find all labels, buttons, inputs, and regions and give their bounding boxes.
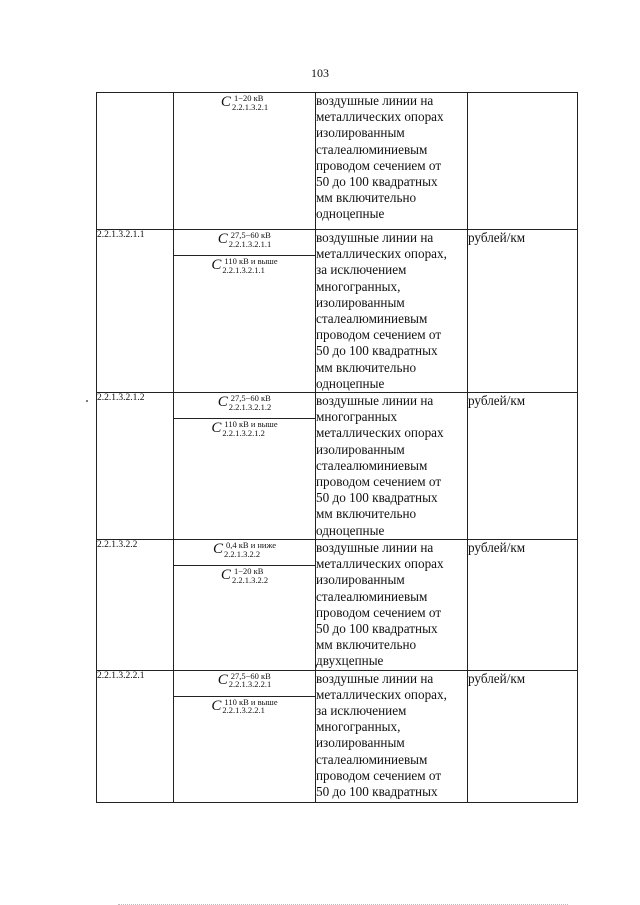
rate-symbols-cell [174,670,316,802]
rate-description [316,670,468,802]
table-row [97,540,578,671]
description-line: сталеалюминиевым [316,457,428,473]
description-line: изолированным [316,294,405,310]
table-row [97,230,578,393]
description-line: металлических опорах, [316,246,447,262]
code-subscript: 2.2.1.3.2.1.1 [222,264,265,275]
rate-symbol [174,393,315,419]
description-line: многогранных, [316,278,401,294]
description-line: металлических опорах [316,556,444,572]
rate-formula [211,698,277,715]
rate-symbol [174,93,315,118]
rate-symbol-letter: C [211,697,222,714]
rate-symbol-letter: C [217,671,228,688]
description-line: проводом сечением от [316,327,442,343]
description-line: воздушные линии на [316,393,434,409]
description-line: металлических опорах, [316,686,447,702]
rate-code: 2.2.1.3.2.1.2 [97,393,174,540]
rate-formula [211,420,277,437]
rates-table [96,92,578,803]
rate-symbol [174,230,315,256]
rate-symbol [174,419,315,444]
rate-unit: рублей/км [468,670,578,802]
rate-symbol-letter: C [211,257,222,273]
rate-unit: рублей/км [468,393,578,540]
description-line: металлических опорах [316,109,444,125]
voltage-superscript: 110 кВ и выше [224,696,278,707]
rate-symbol-letter: C [213,541,224,558]
rate-description [316,393,468,540]
voltage-superscript: 27,5−60 кВ [230,393,271,404]
rate-formula [218,394,272,411]
page-number: 103 [311,66,329,80]
rate-code [97,93,174,230]
description-line: изолированным [316,735,405,751]
description-line: проводом сечением от [316,474,442,490]
rate-formula [213,541,276,558]
description-line: изолированным [316,125,405,141]
voltage-superscript: 1−20 кВ [233,566,264,577]
description-line: воздушные линии на [316,670,434,686]
description-line: 50 до 100 квадратных [316,784,438,800]
description-line: мм включительно [316,637,417,653]
rate-symbol [174,256,315,281]
rate-symbol-letter: C [211,420,222,437]
voltage-superscript: 1−20 кВ [233,93,264,103]
rate-description [316,93,468,230]
table-row [97,93,578,230]
description-line: мм включительно [316,190,417,206]
rate-formula [221,94,268,111]
description-line: изолированным [316,572,405,588]
description-line: воздушные линии на [316,540,434,556]
description-line: 50 до 100 квадратных [316,490,438,506]
description-line: одноцепные [316,206,385,222]
code-subscript: 2.2.1.3.2.1.1 [228,238,272,249]
rate-formula [218,672,272,689]
description-line: сталеалюминиевым [316,588,428,604]
description-line: воздушные линии на [316,230,434,245]
rate-symbol-letter: C [220,94,231,110]
description-line: проводом сечением от [316,157,442,173]
description-line: за исключением [316,262,407,278]
description-line: сталеалюминиевым [316,311,428,327]
description-line: изолированным [316,441,405,457]
rate-formula [218,231,272,248]
voltage-superscript: 110 кВ и выше [224,256,278,266]
description-line: 50 до 100 квадратных [316,343,438,359]
rate-unit: рублей/км [468,540,578,671]
description-line: одноцепные [316,375,385,391]
rate-symbols-cell [174,93,316,230]
description-line: мм включительно [316,359,417,375]
scan-artifact-dot [86,400,88,402]
code-subscript: 2.2.1.3.2.1.2 [228,401,272,412]
code-subscript: 2.2.1.3.2.2.1 [222,705,265,716]
voltage-superscript: 27,5−60 кВ [230,670,271,681]
description-line: многогранных, [316,719,401,735]
rate-code: 2.2.1.3.2.2.1 [97,670,174,802]
rate-symbol-letter: C [220,567,231,584]
description-line: 50 до 100 квадратных [316,621,438,637]
code-subscript: 2.2.1.3.2.1.2 [222,427,265,438]
rate-code: 2.2.1.3.2.2 [97,540,174,671]
description-line: воздушные линии на [316,93,434,108]
rate-symbol [174,671,315,697]
code-subscript: 2.2.1.3.2.2 [231,574,269,585]
description-line: мм включительно [316,506,417,522]
voltage-superscript: 110 кВ и выше [224,419,278,430]
rate-symbol [174,566,315,591]
voltage-superscript: 27,5−60 кВ [230,230,271,240]
rate-symbols-cell [174,230,316,393]
description-line: проводом сечением от [316,767,442,783]
description-line: металлических опорах [316,425,444,441]
code-subscript: 2.2.1.3.2.2 [224,548,261,559]
table-row [97,670,578,802]
table-row [97,393,578,540]
rate-unit [468,93,578,230]
rate-formula [211,257,277,274]
description-line: двухцепные [316,653,384,669]
description-line: сталеалюминиевым [316,141,428,157]
description-line: за исключением [316,703,407,719]
rate-description [316,230,468,393]
description-line: 50 до 100 квадратных [316,174,438,190]
rate-symbol-letter: C [217,231,228,247]
rate-symbol-letter: C [217,394,228,411]
rate-formula [221,567,268,584]
description-line: одноцепные [316,522,385,538]
description-line: многогранных [316,409,398,425]
rate-symbols-cell [174,393,316,540]
rate-code: 2.2.1.3.2.1.1 [97,230,174,393]
rate-unit: рублей/км [468,230,578,393]
rate-symbols-cell [174,540,316,671]
description-line: сталеалюминиевым [316,751,428,767]
code-subscript: 2.2.1.3.2.1 [231,101,269,112]
rates-table-body [97,93,578,803]
rate-description [316,540,468,671]
rate-symbol [174,697,315,722]
description-line: проводом сечением от [316,604,442,620]
code-subscript: 2.2.1.3.2.2.1 [228,679,272,690]
voltage-superscript: 0,4 кВ и ниже [226,540,276,551]
rate-symbol [174,540,315,566]
